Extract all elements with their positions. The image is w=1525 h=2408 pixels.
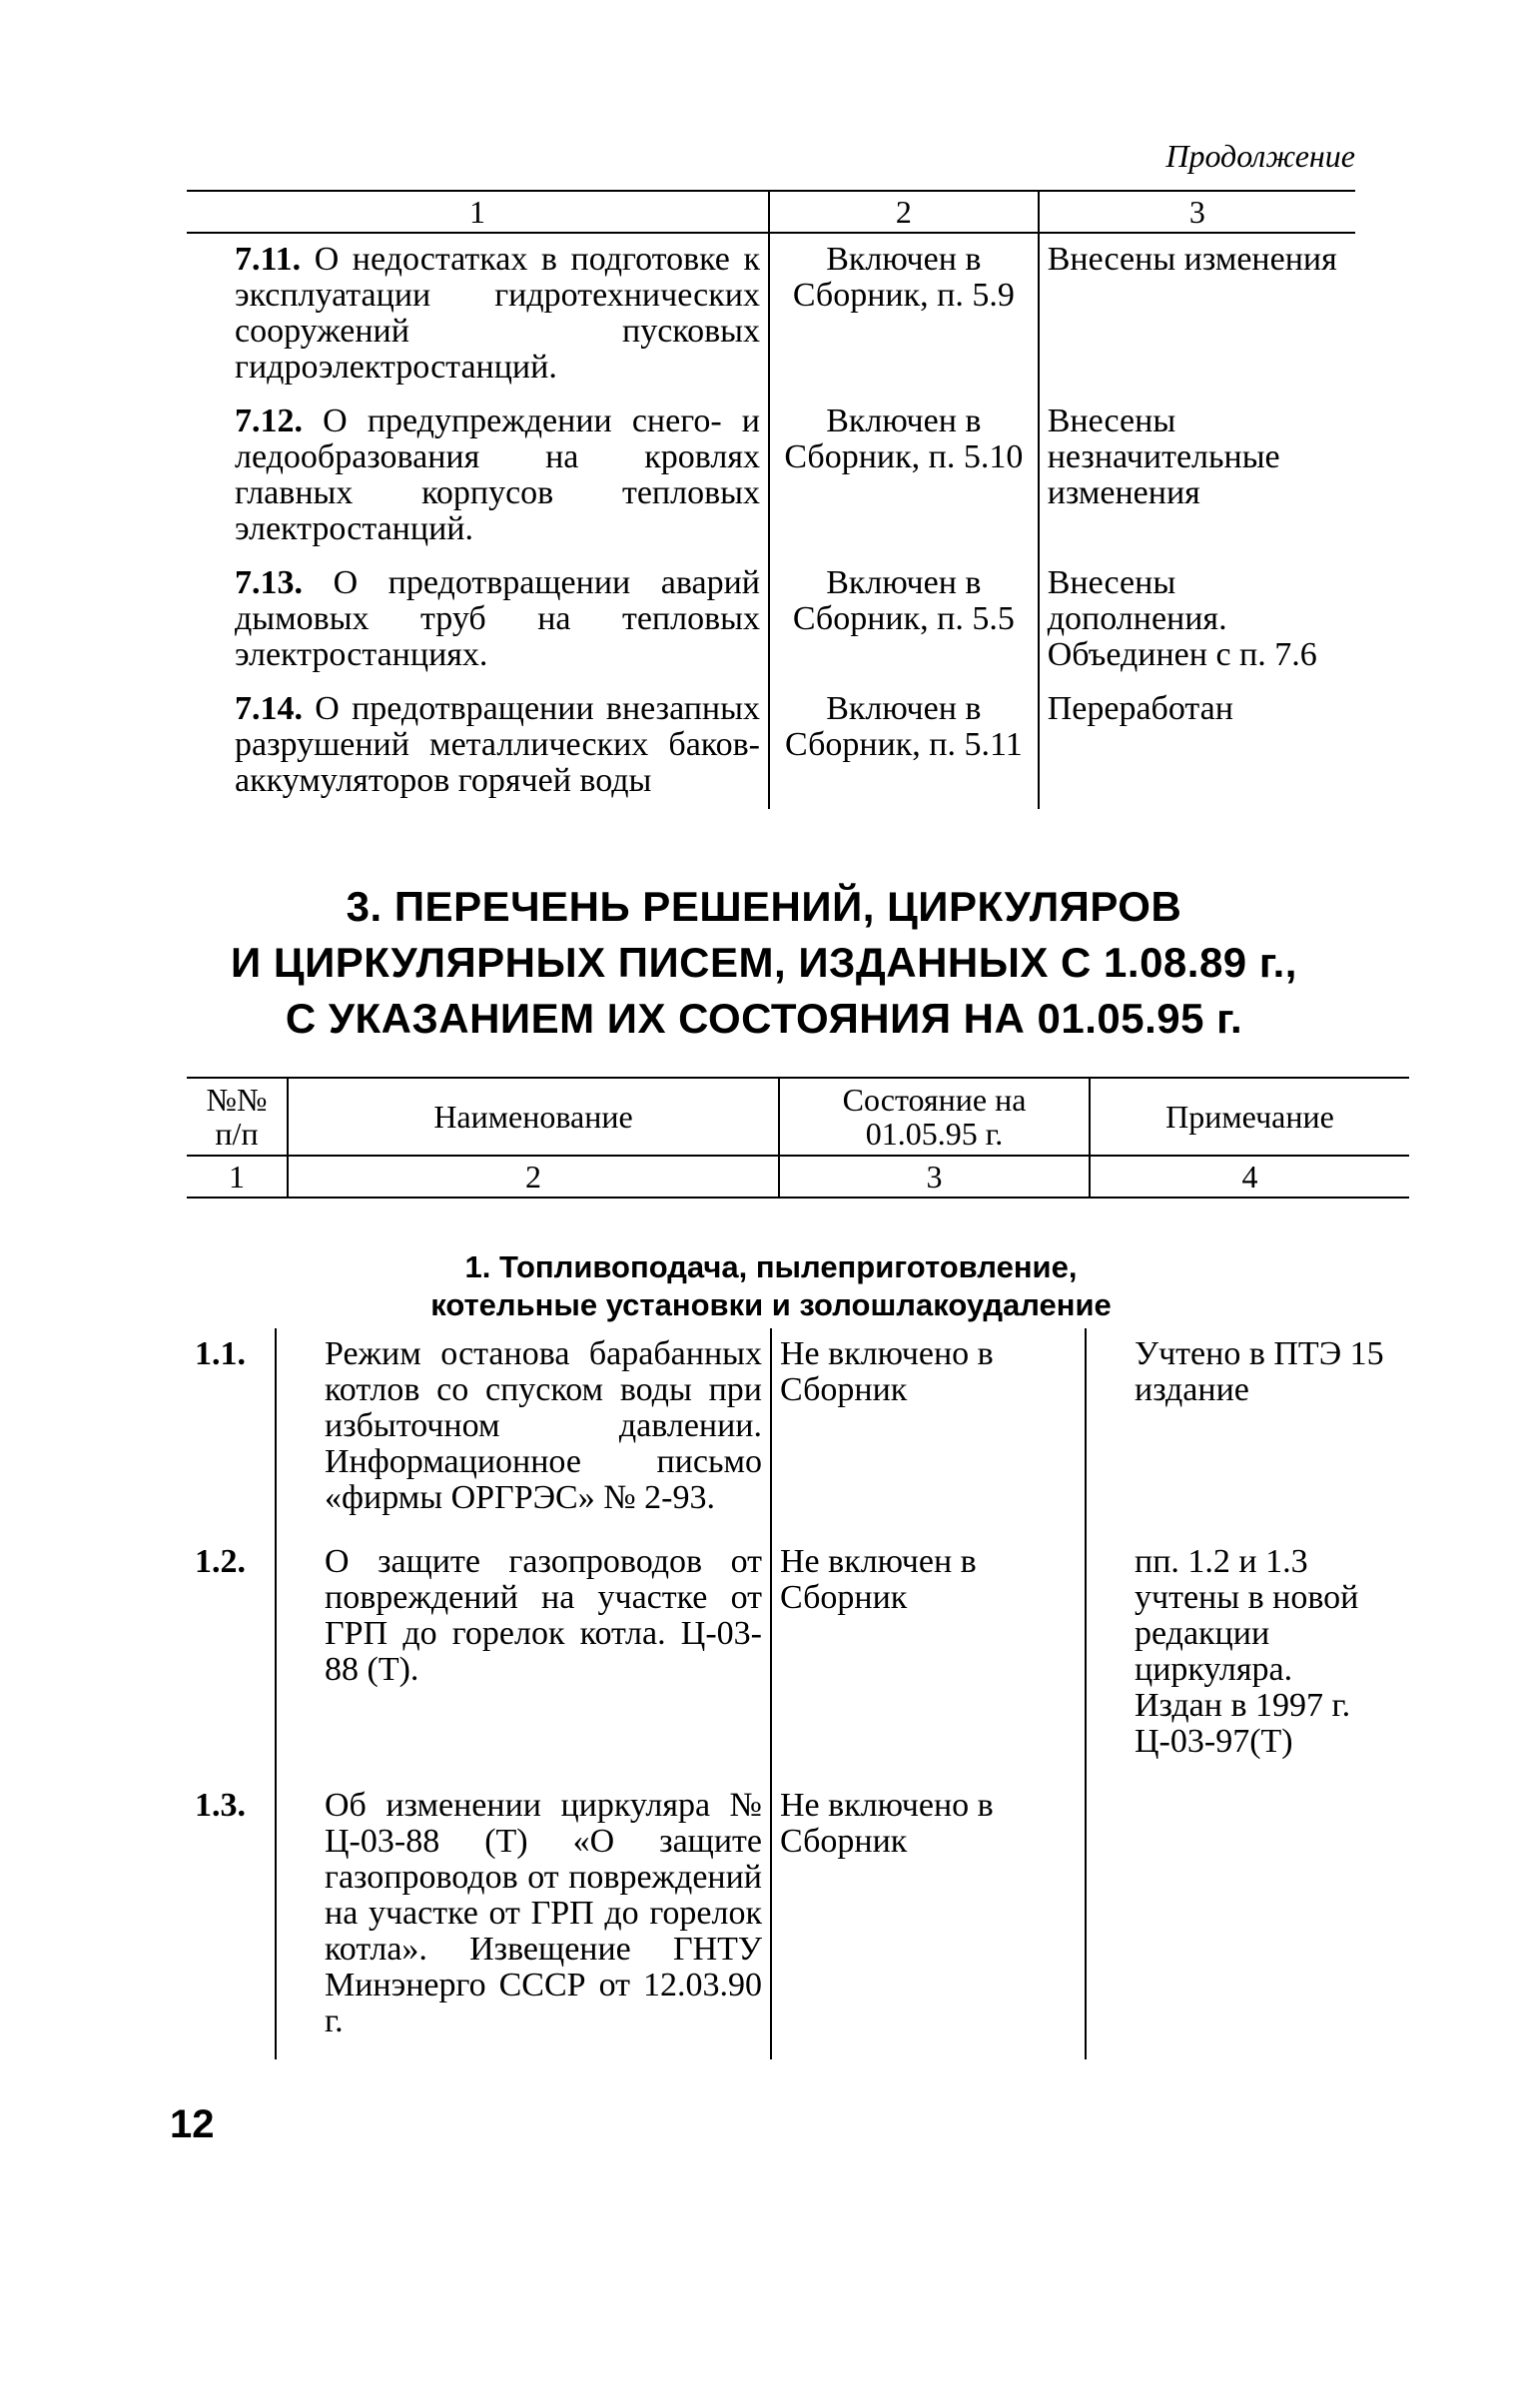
header-text: 01.05.95 г. <box>865 1116 1004 1152</box>
header-text: Состояние на <box>842 1082 1027 1118</box>
row-name: Об изменении циркуляра № Ц-03-88 (Т) «О защите газопроводов от повреждений на участке от ГРП до горелок котла». Извещение ГНТУ Минэнерго СССР от 12.03.90 г. <box>325 1787 762 2039</box>
row-number: 7.14. <box>235 690 303 727</box>
column-number: 2 <box>288 1156 779 1198</box>
row-name-cell <box>187 233 769 396</box>
row-name-cell <box>187 683 769 809</box>
table-row <box>187 557 1355 683</box>
row-status: Включен в Сборник, п. 5.10 <box>769 396 1039 557</box>
column-number: 4 <box>1090 1156 1409 1198</box>
row-name-cell <box>276 1328 771 1536</box>
row-name: Режим останова барабанных котлов со спуском воды при избыточном давлении. Информационное письмо «фирмы ОРГРЭС» № 2-93. <box>325 1335 762 1516</box>
status-text: Не включено в Сборник <box>780 1787 994 1860</box>
table-row <box>187 1780 1409 2059</box>
decisions-table-body <box>187 1328 1409 2059</box>
column-number: 1 <box>187 1156 288 1198</box>
section-heading <box>170 879 1358 1047</box>
continuation-label: Продолжение <box>1165 138 1355 174</box>
subsection-heading <box>187 1248 1355 1324</box>
row-name-cell <box>276 1780 771 2059</box>
table-row <box>187 1328 1409 1536</box>
row-name-cell <box>187 396 769 557</box>
row-note: Внесены незначительные изменения <box>1039 396 1355 557</box>
subsection-heading-line: котельные установки и золошлакоудаление <box>430 1287 1112 1322</box>
status-text: Не включено в Сборник <box>780 1335 994 1408</box>
table-header-row <box>187 1078 1409 1156</box>
row-name-cell <box>276 1536 771 1780</box>
row-status: Включен в Сборник, п. 5.5 <box>769 557 1039 683</box>
column-header-3: 3 <box>1039 191 1355 233</box>
row-note: Внесены изменения <box>1039 233 1355 396</box>
column-header-note: Примечание <box>1090 1078 1409 1156</box>
row-number: 1.1. <box>195 1335 246 1372</box>
table-row <box>187 396 1355 557</box>
column-header-2: 2 <box>769 191 1039 233</box>
header-text: №№ <box>206 1082 268 1118</box>
row-name: О недостатках в подготовке к эксплуатации гидротехнических сооружений пусковых гидроэлектростанций. <box>235 241 760 386</box>
row-status <box>771 1780 1086 2059</box>
row-number: 7.13. <box>235 564 303 601</box>
row-note: Переработан <box>1039 683 1355 809</box>
table-row <box>187 233 1355 396</box>
row-name: О предотвращении внезапных разрушений металлических баков-аккумуляторов горячей воды <box>235 690 760 799</box>
row-status <box>771 1328 1086 1536</box>
column-header-1: 1 <box>187 191 769 233</box>
note-text: Учтено в ПТЭ 15 издание <box>1135 1335 1384 1408</box>
row-status: Включен в Сборник, п. 5.11 <box>769 683 1039 809</box>
subsection-heading-line: 1. Топливоподача, пылеприготовление, <box>464 1249 1078 1284</box>
row-status: Включен в Сборник, п. 5.9 <box>769 233 1039 396</box>
column-header-status <box>779 1078 1090 1156</box>
note-text: пп. 1.2 и 1.3 учтены в новой редакции циркуляра. <box>1135 1543 1359 1688</box>
row-name: О предупреждении снего- и ледообразования на кровлях главных корпусов тепловых электростанций. <box>235 402 760 547</box>
row-note <box>1086 1536 1409 1780</box>
page-number: 12 <box>170 2102 215 2146</box>
row-name: О защите газопроводов от повреждений на участке от ГРП до горелок котла. Ц-03-88 (Т). <box>325 1543 762 1688</box>
table-header-row <box>187 191 1355 233</box>
table-continued <box>187 190 1355 809</box>
row-note <box>1086 1780 1409 2059</box>
row-number: 7.11. <box>235 241 302 278</box>
row-number: 1.2. <box>195 1543 246 1580</box>
table-row <box>187 1536 1409 1780</box>
row-name-cell <box>187 557 769 683</box>
column-header-name: Наименование <box>288 1078 779 1156</box>
table-row <box>187 683 1355 809</box>
column-number-row <box>187 1156 1409 1198</box>
row-note: Внесены дополнения. Объединен с п. 7.6 <box>1039 557 1355 683</box>
row-note <box>1086 1328 1409 1536</box>
row-status <box>771 1536 1086 1780</box>
note-text: Издан в 1997 г. Ц-03-97(Т) <box>1135 1687 1351 1760</box>
section-heading-line: И ЦИРКУЛЯРНЫХ ПИСЕМ, ИЗДАННЫХ С 1.08.89 г., <box>231 939 1297 986</box>
decisions-table-header <box>187 1077 1409 1199</box>
column-number: 3 <box>779 1156 1090 1198</box>
status-text: Не включен в Сборник <box>780 1543 977 1616</box>
row-number: 1.3. <box>195 1787 246 1824</box>
row-name: О предотвращении аварий дымовых труб на тепловых электростанциях. <box>235 564 760 673</box>
header-text: п/п <box>215 1116 259 1152</box>
section-heading-line: 3. ПЕРЕЧЕНЬ РЕШЕНИЙ, ЦИРКУЛЯРОВ <box>346 883 1182 930</box>
section-heading-line: С УКАЗАНИЕМ ИХ СОСТОЯНИЯ НА 01.05.95 г. <box>285 995 1243 1042</box>
row-number: 7.12. <box>235 402 303 439</box>
column-header-number <box>187 1078 288 1156</box>
